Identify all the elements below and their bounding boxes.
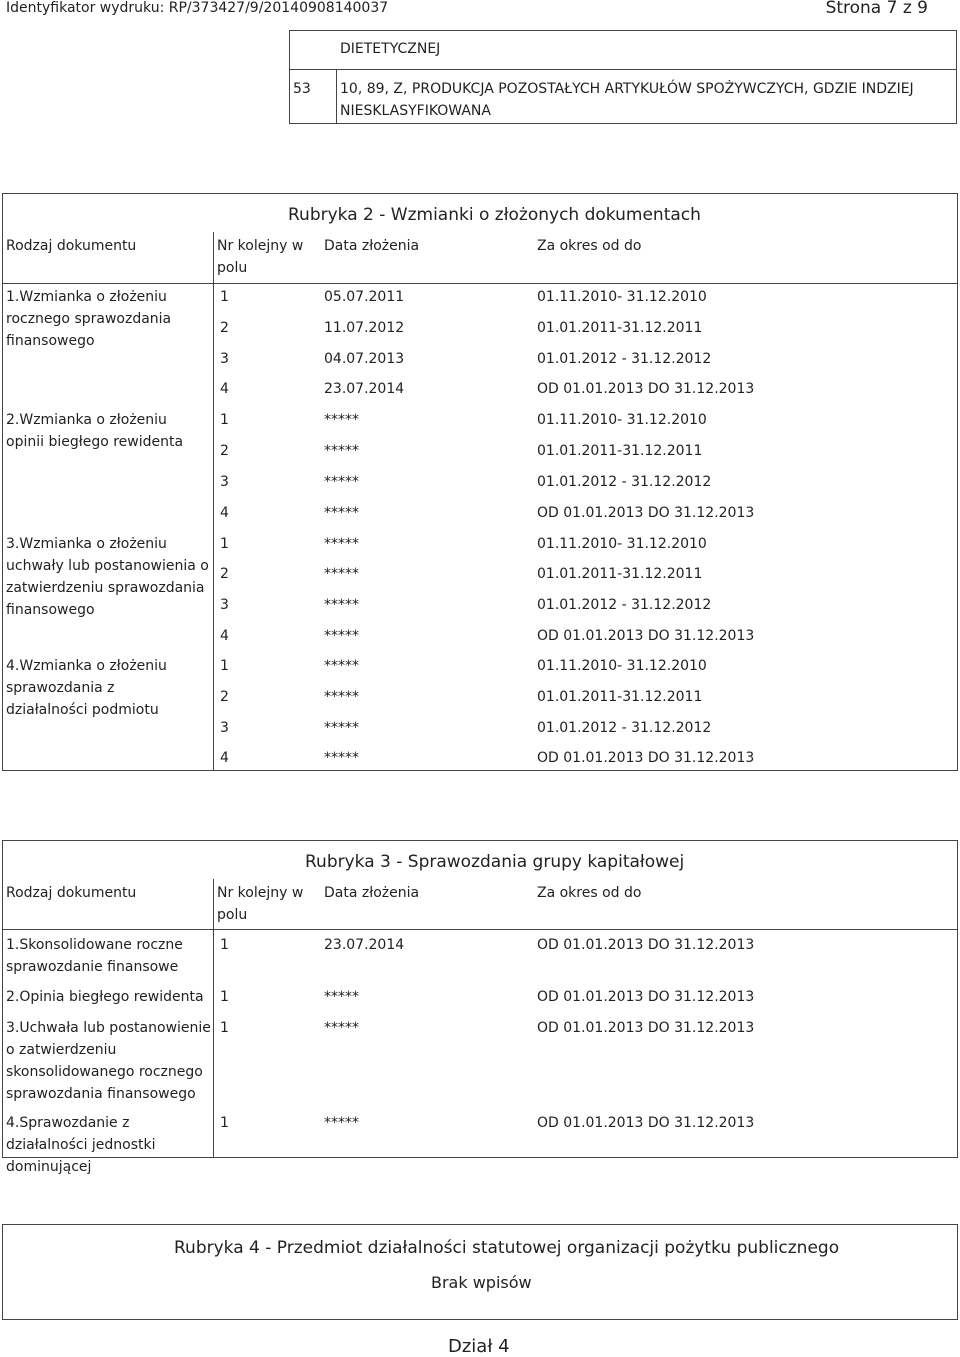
row-nr: 1	[220, 1115, 229, 1131]
doc-type: 1.Skonsolidowane roczne sprawozdanie finansowe	[6, 937, 183, 975]
row-date: *****	[324, 750, 359, 766]
row-period: 01.01.2011-31.12.2011	[537, 566, 703, 582]
row-nr: 4	[220, 750, 229, 766]
row-date: *****	[324, 720, 359, 736]
row-nr: 3	[220, 351, 229, 367]
doc-type: 4.Sprawozdanie z działalności jednostki dominującej	[6, 1115, 156, 1175]
row-period: 01.01.2011-31.12.2011	[537, 320, 703, 336]
row-date: *****	[324, 597, 359, 613]
col-header-nr: Nr kolejny w polu	[217, 238, 304, 276]
col-header-doc: Rodzaj dokumentu	[6, 238, 137, 254]
row-date: 11.07.2012	[324, 320, 405, 336]
row-nr: 1	[220, 937, 229, 953]
row-nr: 1	[220, 412, 229, 428]
row-nr: 2	[220, 566, 229, 582]
row-period: OD 01.01.2013 DO 31.12.2013	[537, 1115, 755, 1131]
row-date: *****	[324, 474, 359, 490]
row-nr: 2	[220, 443, 229, 459]
col-header-period: Za okres od do	[537, 238, 642, 254]
row-nr: 1	[220, 1020, 229, 1036]
row-date: *****	[324, 689, 359, 705]
row-date: *****	[324, 1020, 359, 1036]
row-period: 01.11.2010- 31.12.2010	[537, 536, 707, 552]
row-date: 23.07.2014	[324, 937, 405, 953]
rubryka-2-title: Rubryka 2 - Wzmianki o złożonych dokumentach	[288, 205, 701, 225]
row-nr: 2	[220, 689, 229, 705]
row-date: *****	[324, 505, 359, 521]
row-period: OD 01.01.2013 DO 31.12.2013	[537, 750, 755, 766]
row-period: OD 01.01.2013 DO 31.12.2013	[537, 937, 755, 953]
row-nr: 1	[220, 658, 229, 674]
row-period: 01.11.2010- 31.12.2010	[537, 412, 707, 428]
row-date: *****	[324, 536, 359, 552]
page-number: Strona 7 z 9	[825, 0, 928, 18]
col-header-doc: Rodzaj dokumentu	[6, 885, 137, 901]
row-nr: 1	[220, 289, 229, 305]
row-period: 01.11.2010- 31.12.2010	[537, 289, 707, 305]
pkd-row-number: 53	[293, 81, 311, 97]
row-date: 05.07.2011	[324, 289, 405, 305]
row-period: OD 01.01.2013 DO 31.12.2013	[537, 989, 755, 1005]
row-period: 01.11.2010- 31.12.2010	[537, 658, 707, 674]
row-period: OD 01.01.2013 DO 31.12.2013	[537, 1020, 755, 1036]
row-period: 01.01.2012 - 31.12.2012	[537, 351, 712, 367]
row-period: OD 01.01.2013 DO 31.12.2013	[537, 628, 755, 644]
row-date: *****	[324, 566, 359, 582]
rubryka-4-title: Rubryka 4 - Przedmiot działalności statutowej organizacji pożytku publicznego	[174, 1238, 840, 1258]
row-nr: 2	[220, 320, 229, 336]
row-period: 01.01.2011-31.12.2011	[537, 689, 703, 705]
row-period: OD 01.01.2013 DO 31.12.2013	[537, 381, 755, 397]
pkd-row-text-1: 10, 89, Z, PRODUKCJA POZOSTAŁYCH ARTYKUŁÓW SPOŻYWCZYCH, GDZIE INDZIEJ	[340, 81, 914, 97]
row-period: 01.01.2012 - 31.12.2012	[537, 720, 712, 736]
doc-type: 2.Wzmianka o złożeniu opinii biegłego rewidenta	[6, 412, 184, 450]
section-footer: Dział 4	[448, 1336, 510, 1357]
col-header-period: Za okres od do	[537, 885, 642, 901]
continuation-line: DIETETYCZNEJ	[340, 41, 441, 57]
row-nr: 3	[220, 720, 229, 736]
row-date: *****	[324, 628, 359, 644]
row-date: 23.07.2014	[324, 381, 405, 397]
col-header-nr: Nr kolejny w polu	[217, 885, 304, 923]
row-nr: 1	[220, 989, 229, 1005]
doc-type: 2.Opinia biegłego rewidenta	[6, 989, 204, 1005]
row-nr: 4	[220, 381, 229, 397]
doc-type: 4.Wzmianka o złożeniu sprawozdania z działalności podmiotu	[6, 658, 167, 718]
col-header-date: Data złożenia	[324, 885, 420, 901]
row-date: *****	[324, 443, 359, 459]
doc-type: 3.Wzmianka o złożeniu uchwały lub postanowienia o zatwierdzeniu sprawozdania finansowego	[6, 536, 209, 618]
doc-type: 1.Wzmianka o złożeniu rocznego sprawozdania finansowego	[6, 289, 172, 349]
row-date: *****	[324, 1115, 359, 1131]
rubryka-3-title: Rubryka 3 - Sprawozdania grupy kapitałowej	[305, 852, 685, 872]
print-identifier: Identyfikator wydruku: RP/373427/9/20140908140037	[6, 0, 389, 16]
doc-type: 3.Uchwała lub postanowienie o zatwierdzeniu skonsolidowanego rocznego sprawozdania finansowego	[6, 1020, 211, 1102]
row-date: 04.07.2013	[324, 351, 405, 367]
rubryka-4-value: Brak wpisów	[431, 1273, 532, 1292]
row-period: 01.01.2012 - 31.12.2012	[537, 597, 712, 613]
row-nr: 1	[220, 536, 229, 552]
row-date: *****	[324, 412, 359, 428]
row-period: OD 01.01.2013 DO 31.12.2013	[537, 505, 755, 521]
row-date: *****	[324, 658, 359, 674]
row-period: 01.01.2011-31.12.2011	[537, 443, 703, 459]
row-nr: 3	[220, 474, 229, 490]
row-period: 01.01.2012 - 31.12.2012	[537, 474, 712, 490]
row-nr: 4	[220, 505, 229, 521]
col-header-date: Data złożenia	[324, 238, 420, 254]
pkd-row-text-2: NIESKLASYFIKOWANA	[340, 103, 491, 119]
row-nr: 3	[220, 597, 229, 613]
row-nr: 4	[220, 628, 229, 644]
row-date: *****	[324, 989, 359, 1005]
